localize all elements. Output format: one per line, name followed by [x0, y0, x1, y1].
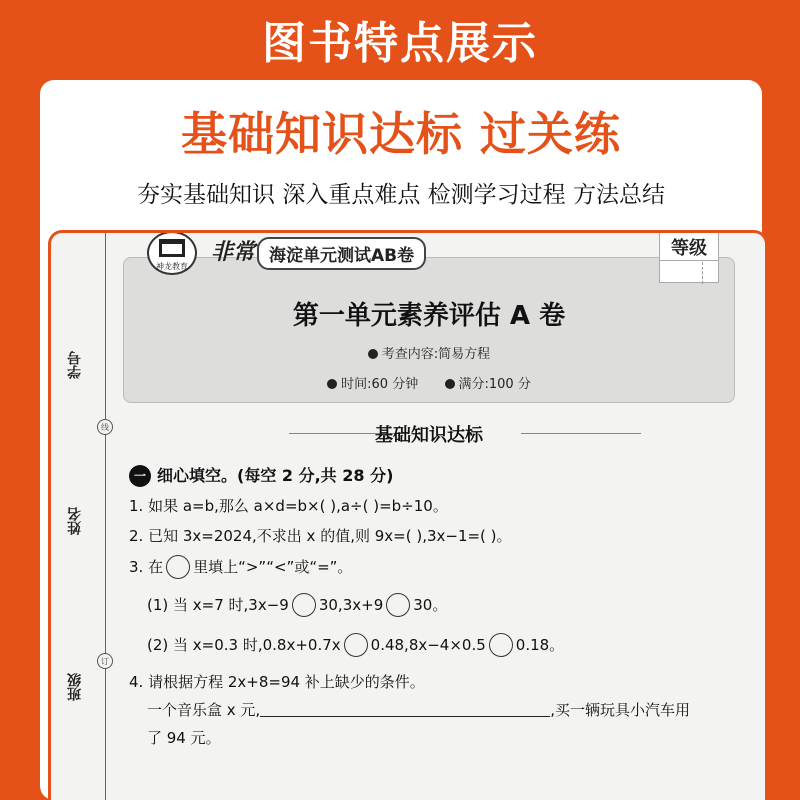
question-4-line-b: ,买一辆玩具小汽车用 [550, 701, 690, 719]
exam-time: 时间:60 分钟 [341, 377, 419, 392]
binding-margin [51, 233, 111, 800]
banner-title: 图书特点展示 [262, 18, 538, 69]
section-title: 基础知识达标 [375, 425, 483, 446]
top-banner [0, 0, 800, 78]
exam-score: 满分:100 分 [458, 377, 531, 392]
question-number-badge: 一 [129, 465, 151, 487]
exam-sheet-preview [48, 230, 768, 800]
question-4-line-a: 一个音乐盒 x 元, [147, 701, 261, 719]
exam-meta [123, 373, 735, 392]
question-3-post: 里填上“>”“<”或“=”。 [193, 558, 353, 576]
question-3-2 [147, 633, 564, 657]
question-3-2-b: 0.48,8x−4×0.5 [370, 636, 486, 654]
question-4-line-cont: 了 94 元。 [147, 729, 221, 747]
answer-blank [260, 703, 550, 717]
question-3-2-c: 0.18。 [515, 636, 565, 654]
seal-bind: 订 [97, 653, 113, 669]
compare-circle [166, 555, 190, 579]
binding-line [105, 233, 106, 800]
series-tag: 海淀单元测试AB卷 [257, 237, 426, 270]
gate-icon [159, 239, 185, 257]
brand-mark: 非常 [211, 240, 256, 265]
exam-scope [123, 343, 735, 362]
question-3-pre: 3. 在 [129, 558, 164, 576]
compare-circle [344, 633, 368, 657]
compare-circle [292, 593, 316, 617]
section-rule-right [521, 433, 641, 434]
exam-scope-text: 考查内容:简易方程 [381, 347, 491, 362]
question-2: 2. 已知 3x=2024,不求出 x 的值,则 9x=( ),3x−1=( )。 [129, 527, 512, 545]
question-4: 4. 请根据方程 2x+8=94 补上缺少的条件。 [129, 673, 425, 691]
question-head-text: 细心填空。(每空 2 分,共 28 分) [157, 466, 394, 485]
question-4-line [147, 699, 690, 720]
search-icon [368, 349, 378, 359]
question-3 [129, 555, 352, 579]
compare-circle [386, 593, 410, 617]
logo-text: 神龙教育 [156, 262, 188, 271]
question-1: 1. 如果 a=b,那么 a×d=b×( ),a÷( )=b÷10。 [129, 497, 448, 515]
student-id-label: 学号 [67, 351, 83, 379]
question-3-2-a: (2) 当 x=0.3 时,0.8x+0.7x [147, 636, 341, 654]
class-label: 班级 [67, 673, 83, 701]
clock-icon [327, 379, 337, 389]
grade-label: 等级 [671, 238, 707, 259]
question-3-1-c: 30。 [413, 596, 448, 614]
name-label: 姓名 [67, 507, 83, 535]
exam-title: 第一单元素养评估 A 卷 [292, 301, 566, 331]
question-3-1 [147, 593, 447, 617]
question-3-1-a: (1) 当 x=7 时,3x−9 [147, 596, 289, 614]
grade-box [659, 230, 719, 283]
seal-line: 线 [97, 419, 113, 435]
grade-separator [660, 260, 718, 261]
compare-circle [489, 633, 513, 657]
feature-headline: 基础知识达标 过关练 [180, 107, 621, 161]
grade-dash [702, 262, 703, 284]
question-head [129, 463, 393, 487]
question-3-1-b: 30,3x+9 [318, 596, 384, 614]
check-icon [445, 379, 455, 389]
feature-subline: 夯实基础知识 深入重点难点 检测学习过程 方法总结 [137, 182, 665, 208]
